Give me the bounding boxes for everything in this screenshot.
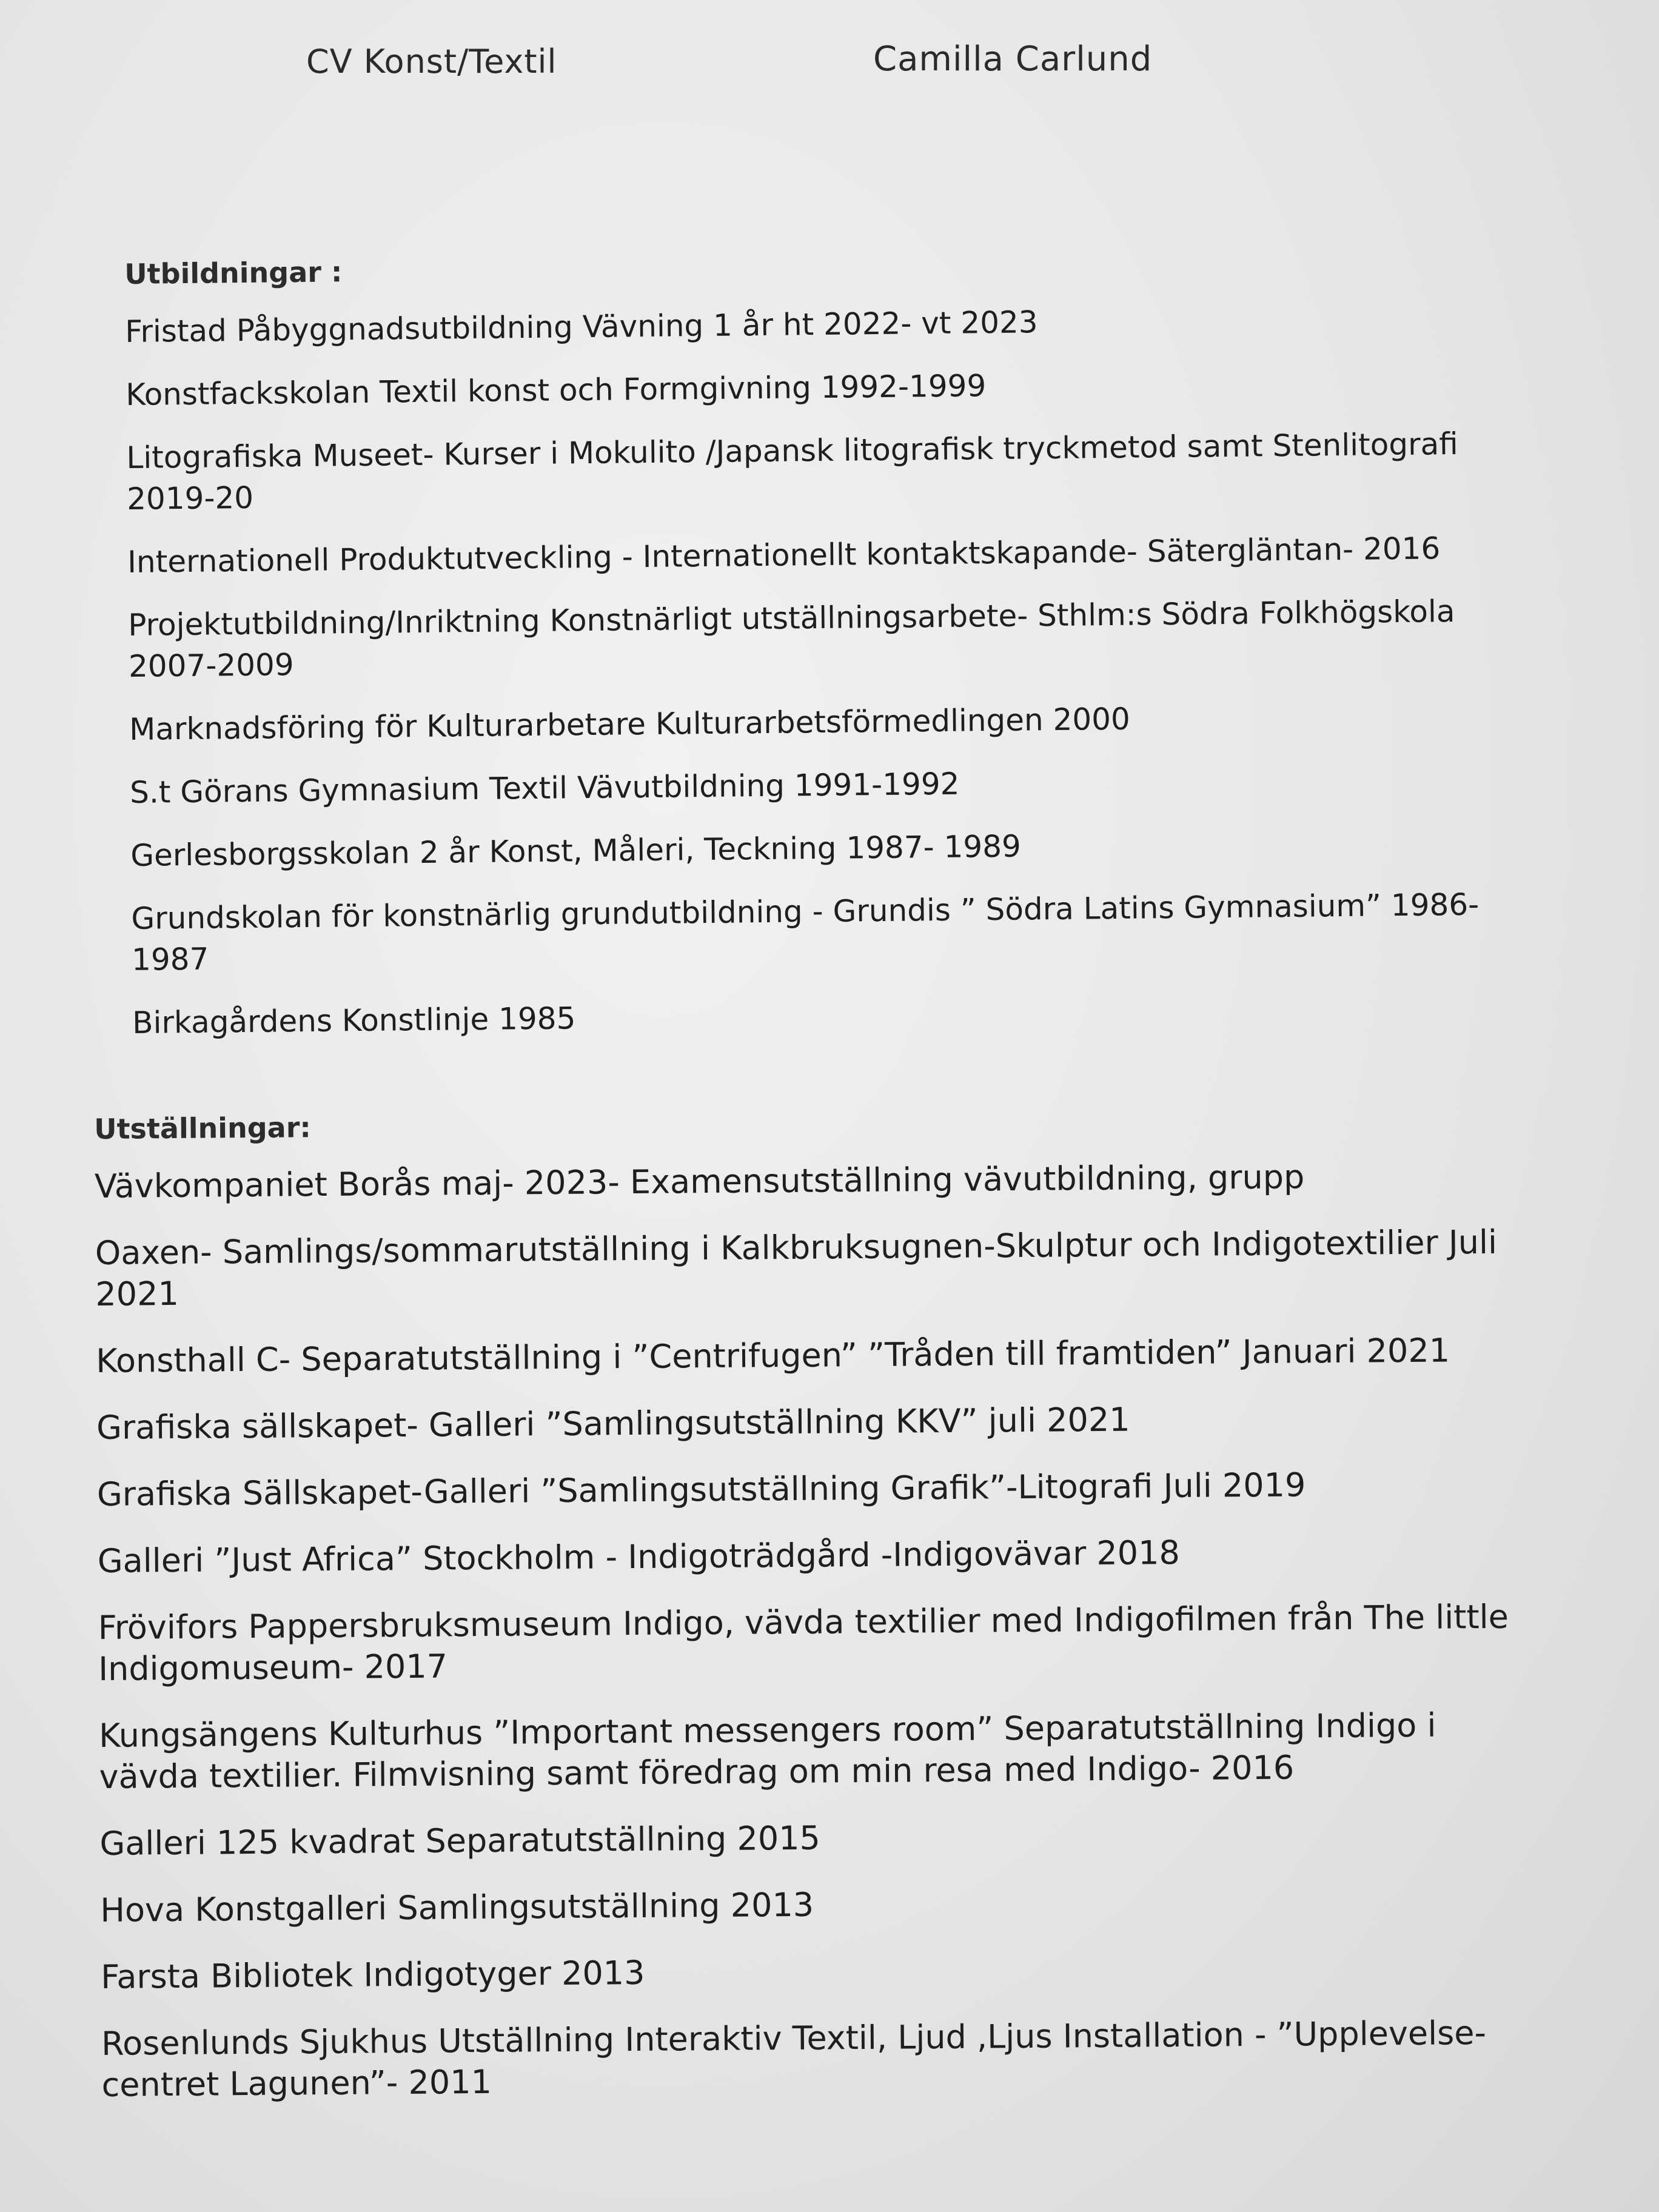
education-entry: Konstfackskolan Textil konst och Formgivning 1992-1999 <box>126 368 987 412</box>
education-entry: Fristad Påbyggnadsutbildning Vävning 1 år ht 2022- vt 2023 <box>124 304 1038 349</box>
education-heading: Utbildningar : <box>124 255 343 290</box>
exhibitions-heading: Utställningar: <box>94 1111 312 1145</box>
exhibition-entry: Hova Konstgalleri Samlingsutställning 2013 <box>100 1885 814 1929</box>
document-title: CV Konst/Textil <box>306 42 557 81</box>
education-entry: Litografiska Museet- Kurser i Mokulito /Japansk litografisk tryckmetod samt Stenlitografi 2019-20 <box>126 426 1459 517</box>
education-entry: Projektutbildning/Inriktning Konstnärligt utställningsarbete- Sthlm:s Södra Folkhögskola 2007-2009 <box>128 594 1455 684</box>
exhibition-entry: Konsthall C- Separatutställning i ”Centrifugen” ”Tråden till framtiden” Januari 2021 <box>95 1331 1450 1380</box>
exhibition-entry: Vävkompaniet Borås maj- 2023- Examensutställning vävutbildning, grupp <box>94 1158 1305 1205</box>
education-entry: Gerlesborgsskolan 2 år Konst, Måleri, Teckning 1987- 1989 <box>130 828 1022 873</box>
exhibition-entry: Grafiska sällskapet- Galleri ”Samlingsutställning KKV” juli 2021 <box>96 1400 1130 1447</box>
exhibition-entry: Grafiska Sällskapet-Galleri ”Samlingsutställning Grafik”-Litografi Juli 2019 <box>96 1466 1306 1513</box>
education-entry: Internationell Produktutveckling - Internationellt kontaktskapande- Sätergläntan- 2016 <box>127 531 1441 580</box>
education-entry: Grundskolan för konstnärlig grundutbildning - Grundis ” Södra Latins Gymnasium” 1986-1987 <box>131 886 1480 977</box>
education-entry: Marknadsföring för Kulturarbetare Kulturarbetsförmedlingen 2000 <box>129 701 1131 747</box>
education-entry: Birkagårdens Konstlinje 1985 <box>132 1000 576 1041</box>
exhibition-entry: Rosenlunds Sjukhus Utställning Interaktiv Textil, Ljud ,Ljus Installation - ”Upplevelse-centret Lagunen”- 2011 <box>101 2014 1487 2104</box>
education-entry: S.t Görans Gymnasium Textil Vävutbildning 1991-1992 <box>129 766 960 810</box>
exhibition-entry: Frövifors Pappersbruksmuseum Indigo, vävda textilier med Indigofilmen från The little Indigomuseum- 2017 <box>98 1597 1509 1688</box>
exhibition-entry: Galleri 125 kvadrat Separatutställning 2015 <box>99 1818 821 1863</box>
exhibition-entry: Kungsängens Kulturhus ”Important messengers room” Separatutställning Indigo i vävda textilier. Filmvisning samt föredrag om min resa med Indigo- 2016 <box>98 1706 1436 1796</box>
exhibition-entry: Oaxen- Samlings/sommarutställning i Kalkbruksugnen-Skulptur och Indigotextilier Juli 2021 <box>95 1222 1498 1313</box>
author-name: Camilla Carlund <box>873 39 1153 79</box>
education-section <box>124 243 1521 1065</box>
exhibition-entry: Farsta Bibliotek Indigotyger 2013 <box>100 1953 645 1996</box>
exhibitions-section <box>94 1101 1545 2131</box>
exhibition-entry: Galleri ”Just Africa” Stockholm - Indigoträdgård -Indigovävar 2018 <box>97 1533 1181 1580</box>
